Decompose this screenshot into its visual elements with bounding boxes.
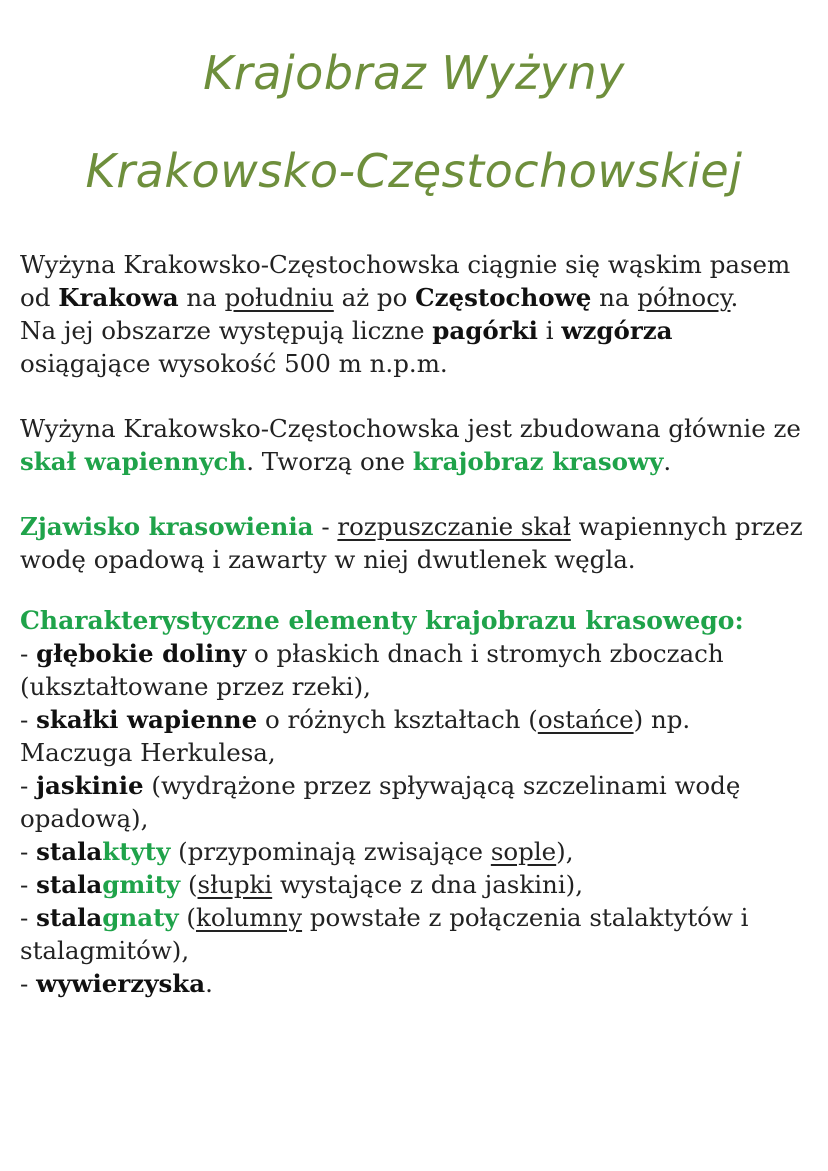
list-item [20, 703, 810, 769]
green-suffix: ktyty [102, 837, 171, 866]
list-dash: - [20, 771, 37, 800]
text: ) np. Maczuga Herkulesa, [20, 705, 691, 767]
text: (przypominają zwisające [170, 837, 491, 866]
bold-term: stala [36, 837, 103, 866]
bold-term: stala [36, 903, 103, 932]
bold-term-wzgorza: wzgórza [561, 316, 673, 345]
page-title-line1: Krajobraz Wyżyny [203, 46, 625, 100]
spacer [20, 576, 810, 604]
list-dash: - [20, 837, 37, 866]
text: ( [178, 903, 196, 932]
green-term-krajobraz: krajobraz krasowy [412, 447, 664, 476]
underlined-polnocy: północy [637, 283, 731, 312]
paragraph-hills [20, 314, 810, 380]
text: wystające z dna jaskini), [272, 870, 584, 899]
text: ( [180, 870, 198, 899]
paragraph-location [20, 248, 810, 314]
bold-term: jaskinie [36, 771, 144, 800]
underlined-term: słupki [197, 870, 273, 899]
text: aż po [333, 283, 416, 312]
text: ), [556, 837, 574, 866]
underlined-term: sople [490, 837, 557, 866]
underlined-term: ostańce [537, 705, 634, 734]
underlined-poludniu: południu [224, 283, 334, 312]
text: - [313, 512, 338, 541]
green-suffix: gnaty [102, 903, 179, 932]
text: . [205, 969, 213, 998]
document-body [20, 248, 810, 1000]
list-item [20, 901, 810, 967]
bold-term-pagorki: pagórki [432, 316, 538, 345]
green-term-zjawisko: Zjawisko krasowienia [20, 512, 314, 541]
text: . [730, 283, 739, 312]
text: Wyżyna Krakowsko-Częstochowska ciągnie się wąskim pasem od [20, 250, 791, 312]
underlined-term: kolumny [195, 903, 303, 932]
list-dash: - [20, 870, 37, 899]
text: powstałe z połączenia stalaktytów i stalagmitów), [20, 903, 749, 965]
list-dash: - [20, 903, 37, 932]
paragraph-karst [20, 510, 810, 576]
list-dash: - [20, 705, 37, 734]
spacer [20, 380, 810, 412]
spacer [20, 478, 810, 510]
text: i [537, 316, 562, 345]
underlined-rozpuszczanie: rozpuszczanie skał [337, 512, 571, 541]
text: (wydrążone przez spływającą szczelinami wodę opadową), [20, 771, 741, 833]
text: . [663, 447, 672, 476]
section-heading: Charakterystyczne elementy krajobrazu krasowego: [20, 606, 744, 635]
text: Wyżyna Krakowsko-Częstochowska jest zbudowana głównie ze [20, 414, 801, 443]
bold-term: wywierzyska [36, 969, 206, 998]
page-title-line2: Krakowsko-Częstochowskiej [85, 144, 743, 198]
list-item [20, 769, 810, 835]
text: wapiennych przez wodę opadową i zawarty w niej dwutlenek węgla. [20, 512, 803, 574]
bold-term: skałki wapienne [36, 705, 258, 734]
list-item [20, 637, 810, 703]
bold-term: stala [36, 870, 103, 899]
list-dash: - [20, 969, 37, 998]
green-term-skaly: skał wapiennych [20, 447, 247, 476]
bold-term-krakowa: Krakowa [58, 283, 179, 312]
list-dash: - [20, 639, 37, 668]
text: o płaskich dnach i stromych zboczach (ukształtowane przez rzeki), [20, 639, 724, 701]
list-item [20, 967, 810, 1000]
text: na [591, 283, 638, 312]
list-item [20, 868, 810, 901]
bold-term-czestochowe: Częstochowę [415, 283, 592, 312]
list-item [20, 835, 810, 868]
text: . Tworzą one [246, 447, 413, 476]
text: Na jej obszarze występują liczne [20, 316, 433, 345]
text: osiągające wysokość 500 m n.p.m. [20, 349, 448, 378]
bold-term: głębokie doliny [36, 639, 247, 668]
green-suffix: gmity [102, 870, 181, 899]
text: o różnych kształtach ( [257, 705, 538, 734]
text: na [178, 283, 225, 312]
paragraph-limestone [20, 412, 810, 478]
